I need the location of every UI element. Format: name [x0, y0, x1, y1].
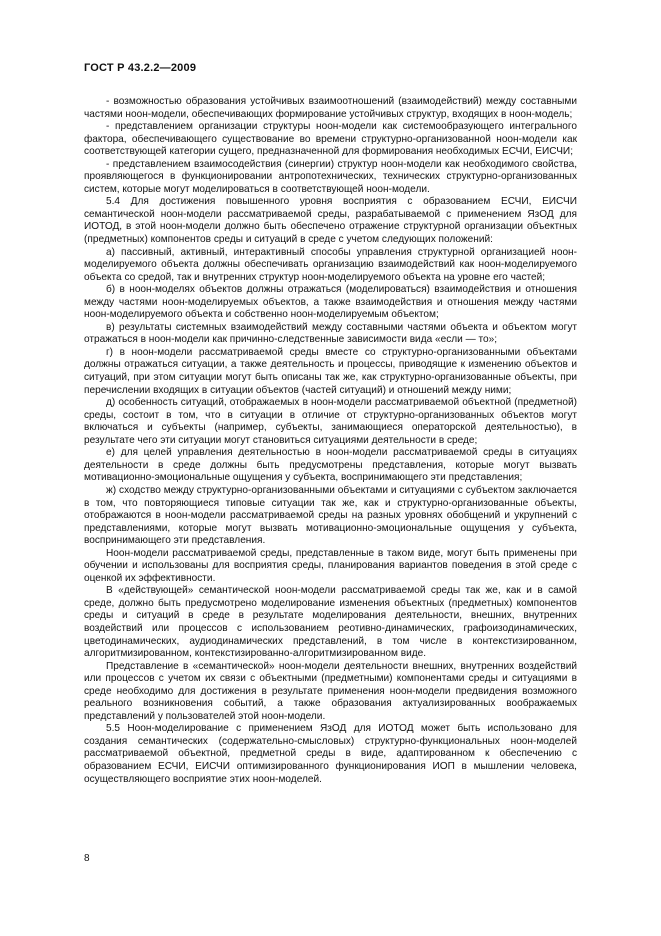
- paragraph: б) в ноон-моделях объектов должны отражаться (моделироваться) взаимодействия и отношения между частями ноон-моделируемых объектов, а также взаимодействия и отношения между частями ноон-моделируемого объекта и собственно ноон-моделируемым объектом;: [84, 284, 577, 321]
- paragraph: д) особенность ситуаций, отображаемых в ноон-модели рассматриваемой объектной (предметной) среды, состоит в том, что в ситуации в отличие от структурно-организованных объектов могут включаться и субъекты (например, субъекты, занимающиеся операторской деятельностью), в результате чего эти ситуации могут становиться ситуациями деятельности в среде;: [84, 397, 577, 446]
- paragraph: Представление в «семантической» ноон-модели деятельности внешних, внутренних воздействий или процессов с учетом их связи с объектными (предметными) компонентами среды и ситуациями в среде необходимо для достижения в результате применения ноон-модели предвидения возможного реального возникновения событий, а также образования актуализированных воображаемых представлений у пользователей этой ноон-модели.: [84, 660, 577, 722]
- page-number: 8: [84, 853, 90, 864]
- paragraph: г) в ноон-модели рассматриваемой среды вместе со структурно-организованными объектами должны отражаться ситуации, а также деятельность и процессы, приводящие к изменению объектов и ситуаций, при этом ситуации могут быть описаны так же, как структурно-организованные объекты, при перечислении входящих в ситуации объектов (частей ситуаций) и отношений между ними;: [84, 346, 577, 396]
- paragraph: - возможностью образования устойчивых взаимоотношений (взаимодействий) между составными частями ноон-модели, обеспечивающих формирование устойчивых структур, входящих в ноон-модель;: [84, 96, 577, 120]
- paragraph: ж) сходство между структурно-организованными объектами и ситуациями с субъектом заключается в том, что повторяющиеся типовые ситуации так же, как и структурно-организованные объекты, отображаются в ноон-модели рассматриваемой среды на разных уровнях обобщений и укрупнений с представлениями, которые могут вызвать мотивационно-эмоциональные ощущения у субъекта, воспринимающего эти представления.: [84, 484, 577, 547]
- paragraph: 5.4 Для достижения повышенного уровня восприятия с образованием ЕСЧИ, ЕИСЧИ семантической ноон-модели рассматриваемой среды, разрабатываемой с применением ЯзОД для ИОТОД, в этой ноон-модели должно быть обеспечено отражение структурной организации объектных (предметных) компонентов среды и ситуаций в среде с учетом следующих положений:: [84, 196, 577, 246]
- document-body: [84, 96, 577, 786]
- paragraph: в) результаты системных взаимодействий между составными частями объекта и объектом могут отражаться в ноон-модели как причинно-следственные зависимости вида «если — то»;: [84, 321, 577, 346]
- paragraph: е) для целей управления деятельностью в ноон-модели рассматриваемой среды в ситуациях деятельности в среде должны быть предусмотрены представления, которые могут вызвать мотивационно-эмоциональные ощущения у субъекта, воспринимающего эти представления;: [84, 447, 577, 484]
- paragraph: В «действующей» семантической ноон-модели рассматриваемой среды так же, как и в самой среде, должно быть предусмотрено моделирование изменения объектных (предметных) компонентов среды и ситуаций в среде в результате моделирования деятельности, внешних, внутренних воздействий или процессов с использованием реотивно-динамических, графоизодинамических, цветодинамических, аудиодинамических представлений, в том числе в контекстизированном, алгоритмизированном, контекстизированно-алгоритмизированном виде.: [84, 585, 577, 660]
- paragraph: а) пассивный, активный, интерактивный способы управления структурной организацией ноон-моделируемого объекта должны обеспечивать организацию взаимодействий как ноон-моделируемого объекта со средой, так и внутренних структур ноон-моделируемого объекта на уровне его частей;: [84, 246, 577, 283]
- paragraph: - представлением организации структуры ноон-модели как системообразующего интегрального фактора, обеспечивающего существование во времени структурно-организованной ноон-модели как соответствующей категории сущего, предназначенной для формирования необходимых ЕСЧИ, ЕИСЧИ;: [84, 121, 577, 158]
- paragraph: - представлением взаимосодействия (синергии) структур ноон-модели как необходимого свойства, проявляющегося в функционировании антропотехнических, технических структурно-организованных систем, которые могут моделироваться в соответствующей ноон-модели.: [84, 158, 577, 195]
- paragraph: 5.5 Ноон-моделирование с применением ЯзОД для ИОТОД может быть использовано для создания семантических (содержательно-смысловых) структурно-функциональных ноон-моделей рассматриваемой объектной, предметной среды в виде, адаптированном к обеспечению с образованием ЕСЧИ, ЕИСЧИ оптимизированного функционирования ИОП в мышлении человека, осуществляющего восприятие этих ноон-моделей.: [84, 723, 577, 785]
- standard-header: ГОСТ Р 43.2.2—2009: [84, 62, 197, 74]
- paragraph: Ноон-модели рассматриваемой среды, представленные в таком виде, могут быть применены при обучении и использованы для восприятия среды, планирования вариантов поведения в этой среде с оценкой их эффективности.: [84, 547, 577, 584]
